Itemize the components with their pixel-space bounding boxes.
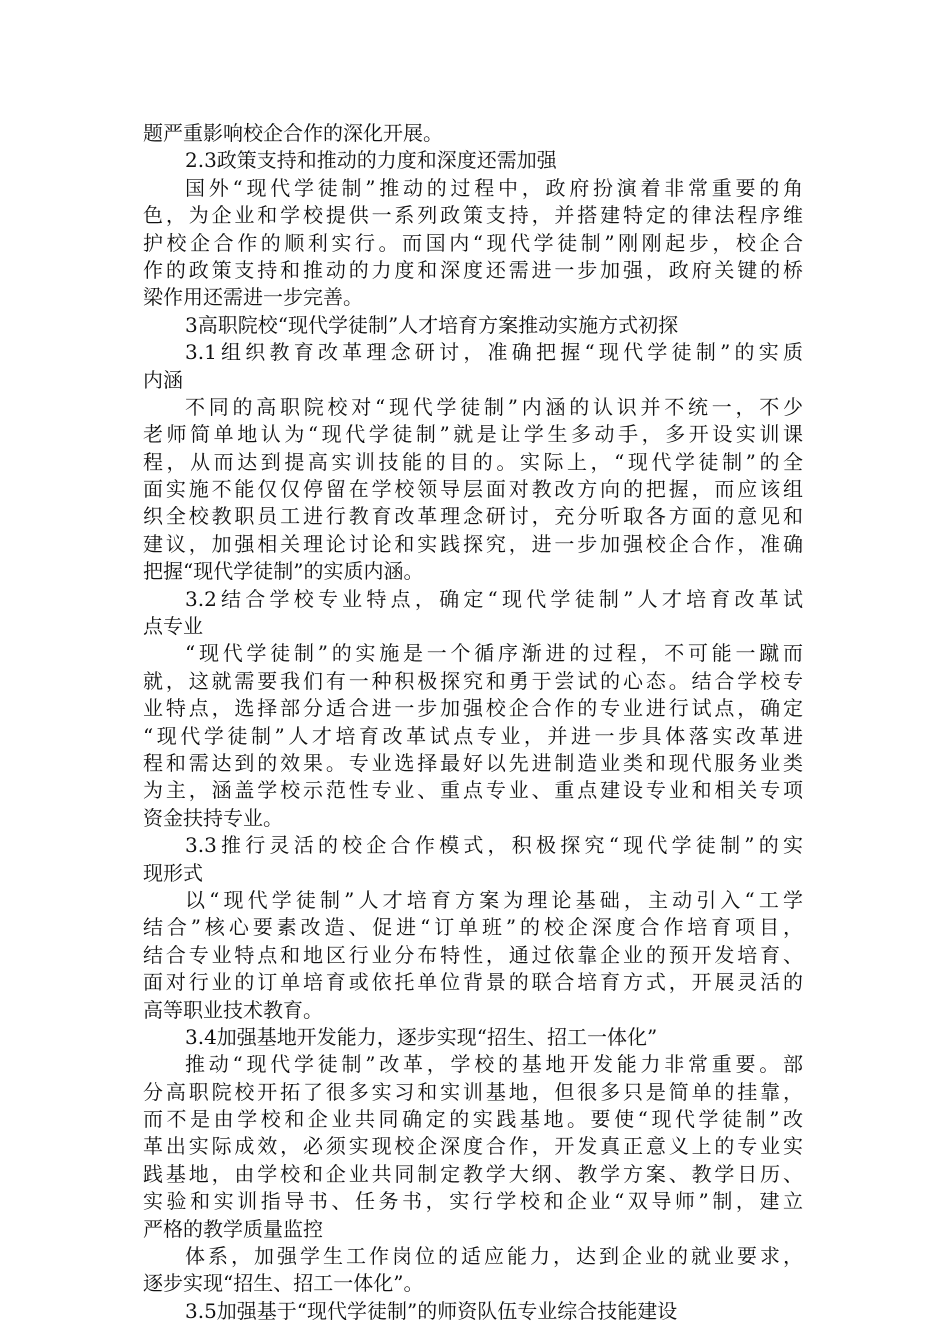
text-line: 践基地，由学校和企业共同制定教学大纲、教学方案、教学日历、 <box>143 1161 803 1186</box>
text-line: 内涵 <box>143 367 183 392</box>
text-line: 体系，加强学生工作岗位的适应能力，达到企业的就业要求， <box>185 1244 803 1269</box>
text-line: “现代学徒制”的实施是一个循序渐进的过程，不可能一蹴而 <box>185 641 803 666</box>
text-line: 资金扶持专业。 <box>143 805 283 830</box>
text-line: 以“现代学徒制”人才培育方案为理论基础，主动引入“工学 <box>185 887 803 912</box>
text-line: 革出实际成效，必须实现校企深度合作，开发真正意义上的专业实 <box>143 1134 803 1159</box>
text-line: 题严重影响校企合作的深化开展。 <box>143 121 443 145</box>
text-line: 就，这就需要我们有一种积极探究和勇于尝试的心态。结合学校专 <box>143 668 803 693</box>
text-line: 作的政策支持和推动的力度和深度还需进一步加强，政府关键的桥 <box>143 257 803 282</box>
text-line: 老师简单地认为“现代学徒制”就是让学生多动手，多开设实训课 <box>143 422 803 447</box>
text-line: 3.5加强基于“现代学徒制”的师资队伍专业综合技能建设 <box>185 1298 678 1323</box>
text-line: 国外“现代学徒制”推动的过程中，政府扮演着非常重要的角 <box>185 175 803 200</box>
text-line: “现代学徒制”人才培育改革试点专业，并进一步具体落实改革进 <box>143 723 803 748</box>
text-line: 3.1组织教育改革理念研讨，准确把握“现代学徒制”的实质 <box>185 340 803 365</box>
document-body <box>143 120 803 1325</box>
text-line: 3.3推行灵活的校企合作模式，积极探究“现代学徒制”的实 <box>185 833 803 858</box>
text-line: 色，为企业和学校提供一系列政策支持，并搭建特定的律法程序维 <box>143 203 803 228</box>
text-line: 为主，涵盖学校示范性专业、重点专业、重点建设专业和相关专项 <box>143 778 803 803</box>
text-line: 不同的高职院校对“现代学徒制”内涵的认识并不统一，不少 <box>185 394 803 419</box>
text-line: 推动“现代学徒制”改革，学校的基地开发能力非常重要。部 <box>185 1052 803 1077</box>
text-line: 2.3政策支持和推动的力度和深度还需加强 <box>185 148 557 173</box>
text-line: 建议，加强相关理论讨论和实践探究，进一步加强校企合作，准确 <box>143 531 803 556</box>
text-line: 程，从而达到提高实训技能的目的。实际上，“现代学徒制”的全 <box>143 449 803 474</box>
text-line: 逐步实现“招生、招工一体化”。 <box>143 1271 424 1296</box>
text-line: 3.2结合学校专业特点，确定“现代学徒制”人才培育改革试 <box>185 586 803 611</box>
text-line: 梁作用还需进一步完善。 <box>143 285 363 310</box>
text-line: 面实施不能仅仅停留在学校领导层面对教改方向的把握，而应该组 <box>143 477 803 502</box>
text-line: 程和需达到的效果。专业选择最好以先进制造业类和现代服务业类 <box>143 750 803 775</box>
text-line: 而不是由学校和企业共同确定的实践基地。要使“现代学徒制”改 <box>143 1107 803 1132</box>
text-line: 严格的教学质量监控 <box>143 1216 323 1241</box>
text-line: 业特点，选择部分适合进一步加强校企合作的专业进行试点，确定 <box>143 696 803 721</box>
text-line: 分高职院校开拓了很多实习和实训基地，但很多只是简单的挂靠， <box>143 1079 803 1104</box>
text-line: 织全校教职员工进行教育改革理念研讨，充分听取各方面的意见和 <box>143 504 803 529</box>
text-line: 把握“现代学徒制”的实质内涵。 <box>143 559 424 584</box>
text-line: 高等职业技术教育。 <box>143 997 323 1022</box>
text-line: 面对行业的订单培育或依托单位背景的联合培育方式，开展灵活的 <box>143 970 803 995</box>
text-line: 护校企合作的顺利实行。而国内“现代学徒制”刚刚起步，校企合 <box>143 230 803 255</box>
text-line: 点专业 <box>143 614 203 639</box>
text-line: 3高职院校“现代学徒制”人才培育方案推动实施方式初探 <box>185 312 679 337</box>
text-line: 现形式 <box>143 860 203 885</box>
text-line: 3.4加强基地开发能力，逐步实现“招生、招工一体化” <box>185 1024 658 1049</box>
text-line: 实验和实训指导书、任务书，实行学校和企业“双导师”制，建立 <box>143 1189 803 1214</box>
text-line: 结合专业特点和地区行业分布特性，通过依靠企业的预开发培育、 <box>143 942 803 967</box>
text-line: 结合”核心要素改造、促进“订单班”的校企深度合作培育项目， <box>143 915 803 940</box>
